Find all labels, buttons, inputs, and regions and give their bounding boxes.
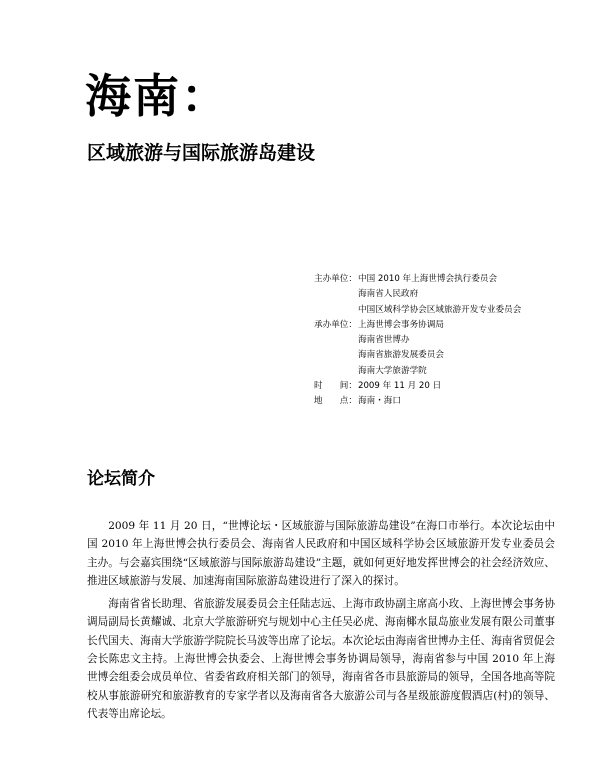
co-organizer-item: 海南省旅游发展委员会 xyxy=(358,350,444,361)
organizer-info xyxy=(314,272,554,410)
page-subtitle: 区域旅游与国际旅游岛建设 xyxy=(87,142,316,164)
time-label: 时 间： xyxy=(314,381,357,392)
forum-introduction xyxy=(87,517,555,728)
co-organizer-row xyxy=(314,318,554,333)
host-item: 海南省人民政府 xyxy=(358,289,419,300)
section-heading: 论坛简介 xyxy=(87,469,155,489)
co-organizer-item: 上海世博会事务协调局 xyxy=(358,319,444,330)
time-row xyxy=(314,379,554,394)
place-row xyxy=(314,394,554,409)
time-value: 2009 年 11 月 20 日 xyxy=(358,381,442,392)
place-value: 海南・海口 xyxy=(358,396,401,407)
paragraph: 海南省省长助理、省旅游发展委员会主任陆志远、上海市政协副主席高小玫、上海世博会事务协调局副局长黄耀诚、北京大学旅游研究与规划中心主任吴必虎、海南椰水鼠岛旅业发展有限公司董事长代国夫、海南大学旅游学院院长马波等出席了论坛。本次论坛由海南省世博办主任、海南省贸促会会长陈忠文主持。上海世博会执委会、上海世博会事务协调局领导，海南省参与中国 2010 年上海世博会组委会成员单位、省委省政府相关部门的领导，海南省各市县旅游局的领导，全国各地高等院校从事旅游研究和旅游教育的专家学者以及海南省各大旅游公司与各星级旅游度假酒店(村)的领导、代表等出席论坛。 xyxy=(87,598,555,720)
co-organizer-row xyxy=(314,364,554,379)
host-row xyxy=(314,272,554,287)
host-item: 中国 2010 年上海世博会执行委员会 xyxy=(358,274,498,284)
host-item: 中国区域科学协会区域旅游开发专业委员会 xyxy=(358,304,522,315)
page-title: 海南： xyxy=(85,69,229,123)
place-label: 地 点： xyxy=(314,396,357,407)
host-label: 主办单位： xyxy=(314,274,357,284)
co-organizer-row xyxy=(314,348,554,363)
host-row xyxy=(314,287,554,302)
paragraph: 2009 年 11 月 20 日，“世博论坛・区域旅游与国际旅游岛建设”在海口市举行。本次论坛由中国 2010 年上海世博会执行委员会、海南省人民政府和中国区域科学协会区域旅游开发专业委员会主办。与会嘉宾围绕“区域旅游与国际旅游岛建设”主题，就如何更好地发挥世博会的社会经济效应、推进区域旅游与发展、加速海南国际旅游岛建设进行了深入的探讨。 xyxy=(87,520,555,587)
co-organizer-label: 承办单位： xyxy=(314,319,357,330)
co-organizer-item: 海南大学旅游学院 xyxy=(358,365,427,376)
co-organizer-row xyxy=(314,333,554,348)
co-organizer-item: 海南省世博办 xyxy=(358,335,410,346)
host-row xyxy=(314,303,554,318)
